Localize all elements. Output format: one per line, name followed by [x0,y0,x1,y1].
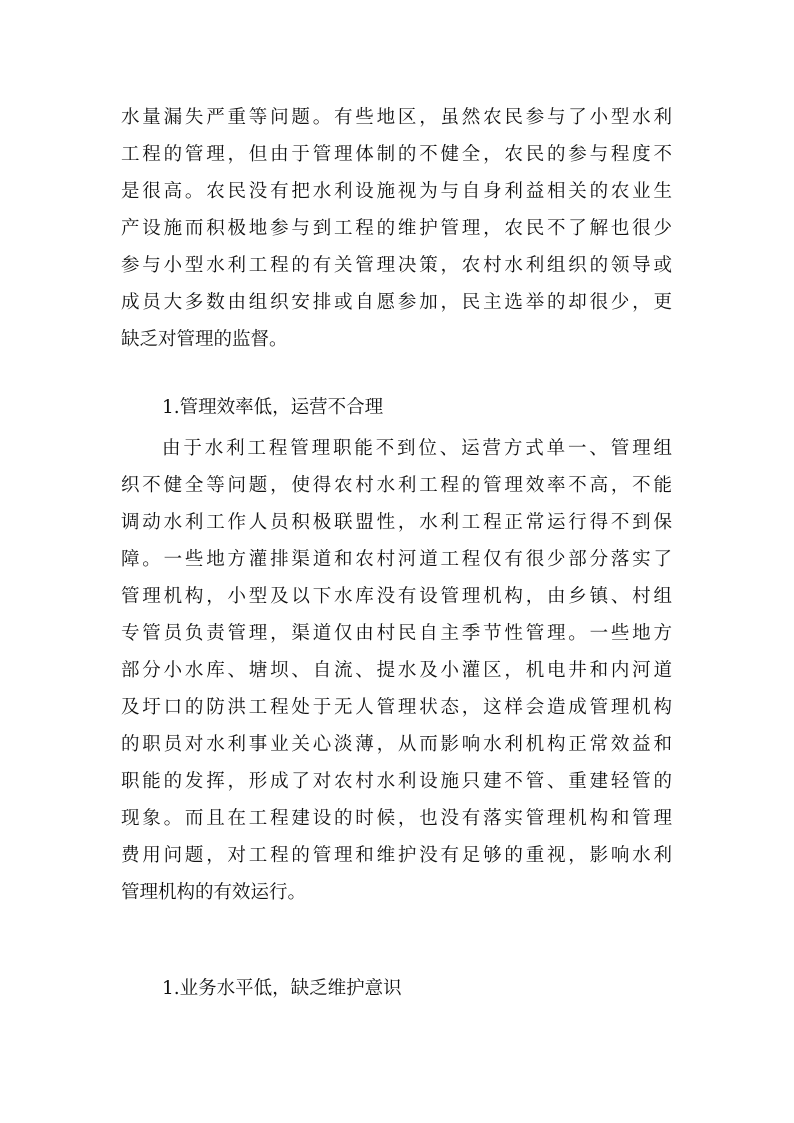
paragraph-line: 管理机构，小型及以下水库没有设管理机构，由乡镇、村组 [121,586,672,607]
paragraph-line: 部分小水库、塘坝、自流、提水及小灌区，机电井和内河道 [121,660,672,681]
paragraph-line: 缺乏对管理的监督。 [121,329,288,350]
paragraph-line: 工程的管理，但由于管理体制的不健全，农民的参与程度不 [121,144,672,165]
paragraph-line: 专管员负责管理，渠道仅由村民自主季节性管理。一些地方 [121,623,672,644]
paragraph-line: 及圩口的防洪工程处于无人管理状态，这样会造成管理机构 [121,697,672,718]
paragraph-line: 产设施而积极地参与到工程的维护管理，农民不了解也很少 [121,218,672,239]
paragraph-line: 管理机构的有效运行。 [121,882,307,903]
paragraph-line: 调动水利工作人员积极联盟性，水利工程正常运行得不到保 [121,512,672,533]
paragraph-line: 水量漏失严重等问题。有些地区，虽然农民参与了小型水利 [121,107,672,128]
paragraph-line: 由于水利工程管理职能不到位、运营方式单一、管理组 [162,438,672,459]
paragraph-line: 现象。而且在工程建设的时候，也没有落实管理机构和管理 [121,808,672,829]
paragraph-line: 费用问题，对工程的管理和维护没有足够的重视，影响水利 [121,845,672,866]
paragraph-line: 职能的发挥，形成了对农村水利设施只建不管、重建轻管的 [121,771,672,792]
paragraph-line: 参与小型水利工程的有关管理决策，农村水利组织的领导或 [121,255,672,276]
section-heading: 1.业务水平低，缺乏维护意识 [162,978,402,999]
paragraph-line: 是很高。农民没有把水利设施视为与自身利益相关的农业生 [121,181,672,202]
paragraph-line: 织不健全等问题，使得农村水利工程的管理效率不高，不能 [121,475,672,496]
section-heading: 1.管理效率低，运营不合理 [162,397,384,418]
paragraph-line: 障。一些地方灌排渠道和农村河道工程仅有很少部分落实了 [121,549,672,570]
paragraph-line: 成员大多数由组织安排或自愿参加，民主选举的却很少，更 [121,292,672,313]
paragraph-line: 的职员对水利事业关心淡薄，从而影响水利机构正常效益和 [121,734,672,755]
